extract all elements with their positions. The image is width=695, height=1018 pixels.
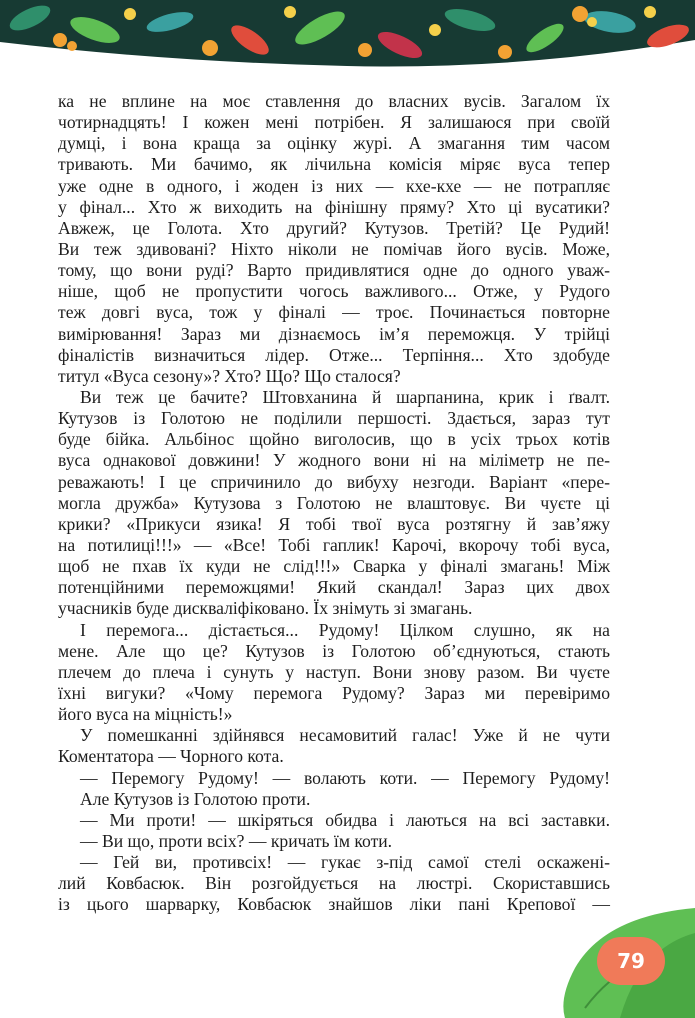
text-line: думці, і вона краща за оцінку журі. А змагання тим часом [58,133,610,154]
text-line: плечем до плеча і сунуть у наступ. Вони знову разом. Ви чуєте [58,661,610,682]
text-line: вуса однакової довжини! У жодного вони ні на міліметр не пе- [58,450,610,471]
text-line: крики? «Прикуси язика! Я тобі твої вуса розтягну й зав’яжу [58,513,610,534]
text-line: — Ми проти! — шкіряться обидва і лаються на всі заставки. [80,809,610,830]
text-line: ніше, щоб не пропустити чогось важливого... Отже, у Рудого [58,281,610,302]
text-line: потенційними переможцями! Який скандал! Зараз цих двох [58,577,610,598]
text-line: — Перемогу Рудому! — волають коти. — Перемогу Рудому! [80,767,610,788]
text-line: їхні вигуки? «Чому перемога Рудому? Зараз ми перевіримо [58,682,610,703]
text-line: із цього шарварку, Ковбасюк знайшов ліки пані Крепової — [58,894,610,915]
text-line: буде бійка. Альбінос щойно виголосив, що в усіх трьох котів [58,429,610,450]
text-line: фіналістів визначиться лідер. Отже... Терпіння... Хто здобуде [58,344,610,365]
text-line: — Гей ви, противсіх! — гукає з-під самої стелі оскажені- [80,852,610,873]
text-line: Коментатора — Чорного кота. [58,746,284,767]
text-line: ка не вплине на моє ставлення до власних вусів. Загалом їх [58,91,610,111]
text-line: могла дружба» Кутузова з Голотою не влаштовує. Ви чуєте ці [58,492,610,513]
floral-banner [0,0,695,72]
page-number-badge: 79 [597,937,665,985]
text-line: реважають! І це спричинило до вибуху незгоди. Варіант «пере- [58,471,610,492]
text-line: У помешканні здійнявся несамовитий галас! Уже й не чути [80,725,610,746]
text-line: — Ви що, проти всіх? — кричать їм коти. [80,830,393,851]
text-line: на потилиці!!!» — «Все! Тобі гаплик! Карочі, вкорочу тобі вуса, [58,534,610,555]
text-line: його вуса на міцність!» [58,704,233,725]
text-line: учасників буде дискваліфіковано. Їх знімуть зі змагань. [58,598,473,619]
text-line: Ви теж здивовані? Ніхто ніколи не помічав його вусів. Може, [58,238,610,259]
text-line: мене. Але що це? Кутузов із Голотою об’єднуються, стають [58,640,610,661]
text-line: щоб не пхав їх куди не слід!!!» Сварка у фіналі змагань! Між [58,556,610,577]
text-line: Але Кутузов із Голотою проти. [80,788,311,809]
text-line: тривають. Ми бачимо, як лічильна комісія міряє вуса тепер [58,154,610,175]
text-line: вимірювання! Зараз ми дізнаємось ім’я переможця. У трійці [58,323,610,344]
text-line: Ви теж це бачите? Штовханина й шарпанина, крик і ґвалт. [80,386,610,407]
text-line: уже одне в одного, і жоден із них — кхе-кхе — не потрапляє [58,175,610,196]
text-line: теж довгі вуса, тож у фіналі — троє. Починається повторне [58,302,610,323]
text-line: титул «Вуса сезону»? Хто? Що? Що сталося? [58,365,401,386]
text-line: чотирнадцять! І кожен мені потрібен. Я залишаюся при своїй [58,112,610,133]
text-line: І перемога... дістається... Рудому! Цілком слушно, як на [80,619,610,640]
text-line: у фінал... Хто ж виходить на фінішну пряму? Хто ці вусатики? [58,196,610,217]
text-line: тому, що вони руді? Варто придивлятися одне до одного уваж- [58,260,610,281]
body-text [58,91,610,915]
text-line: Авжеж, це Голота. Хто другий? Кутузов. Третій? Це Рудий! [58,217,610,238]
text-line: лий Ковбасюк. Він розгойдується на люстрі. Скориставшись [58,873,610,894]
text-line: Кутузов із Голотою не поділили першості. Здається, зараз тут [58,408,610,429]
